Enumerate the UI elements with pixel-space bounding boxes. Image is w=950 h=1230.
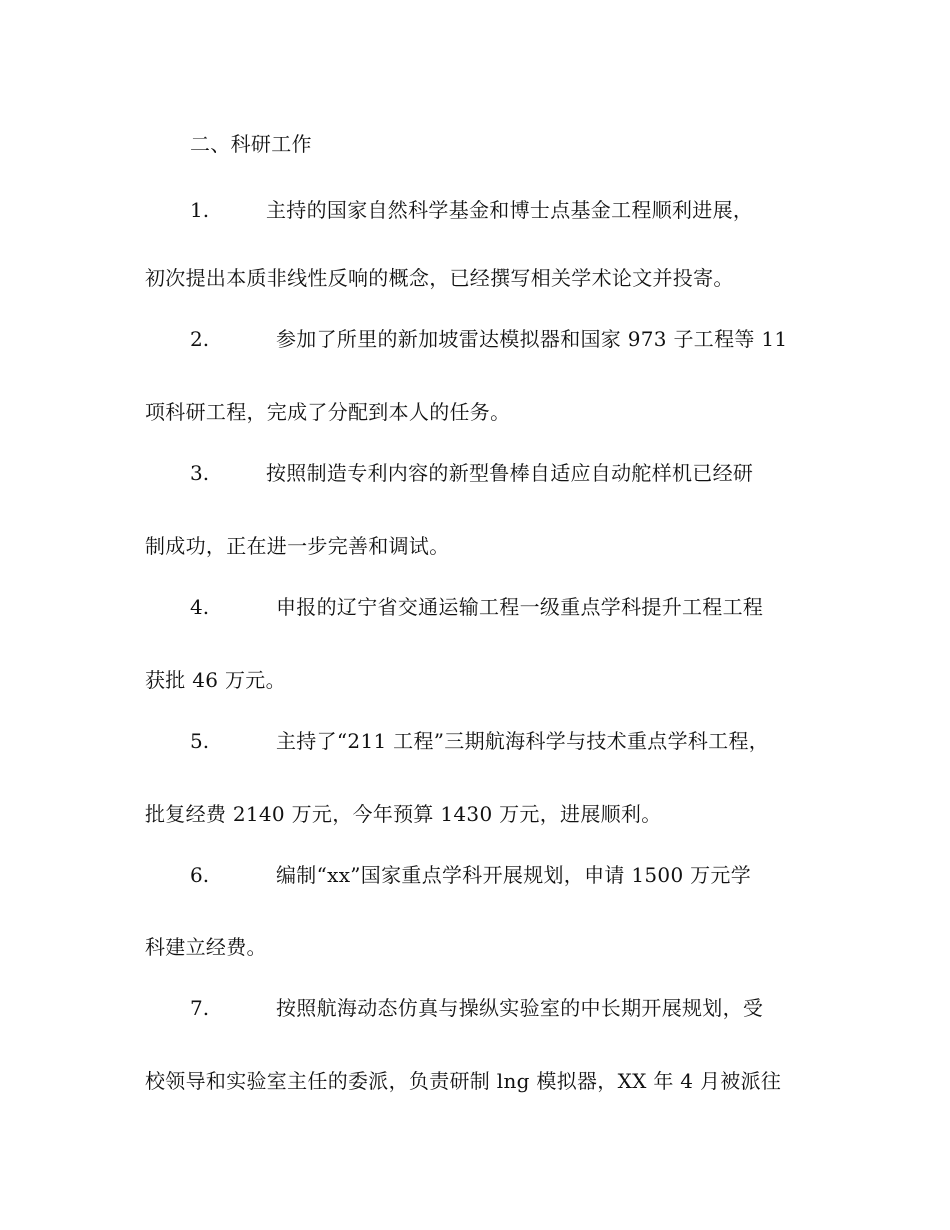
item-text-continuation: 项科研工程，完成了分配到本人的任务。	[145, 400, 511, 424]
item-text-line: 申报的辽宁省交通运输工程一级重点学科提升工程工程	[276, 595, 764, 619]
item-text-continuation: 初次提出本质非线性反响的概念，已经撰写相关学术论文并投寄。	[145, 266, 734, 290]
item-text-continuation: 科建立经费。	[145, 935, 267, 959]
item-text-continuation: 校领导和实验室主任的委派，负责研制 lng 模拟器，XX 年 4 月被派往	[145, 1069, 782, 1093]
item-text-continuation: 批复经费 2140 万元，今年预算 1430 万元，进展顺利。	[145, 802, 662, 826]
item-text-continuation: 制成功，正在进一步完善和调试。	[145, 534, 450, 558]
item-text-line: 主持的国家自然科学基金和博士点基金工程顺利进展，	[266, 198, 754, 222]
item-number: 1.	[190, 198, 210, 222]
item-number: 7.	[190, 996, 210, 1020]
item-number: 5.	[190, 729, 210, 753]
item-text-line: 主持了“211 工程”三期航海科学与技术重点学科工程，	[276, 729, 770, 753]
item-number: 6.	[190, 863, 210, 887]
item-text-line: 按照航海动态仿真与操纵实验室的中长期开展规划，受	[276, 996, 764, 1020]
item-number: 4.	[190, 595, 210, 619]
item-number: 2.	[190, 327, 210, 351]
item-text-line: 按照制造专利内容的新型鲁棒自适应自动舵样机已经研	[266, 461, 754, 485]
item-text-line: 编制“xx”国家重点学科开展规划，申请 1500 万元学	[276, 863, 752, 887]
item-text-line: 参加了所里的新加坡雷达模拟器和国家 973 子工程等 11	[276, 327, 788, 351]
section-heading: 二、科研工作	[190, 132, 312, 156]
item-number: 3.	[190, 461, 210, 485]
item-text-continuation: 获批 46 万元。	[145, 668, 286, 692]
